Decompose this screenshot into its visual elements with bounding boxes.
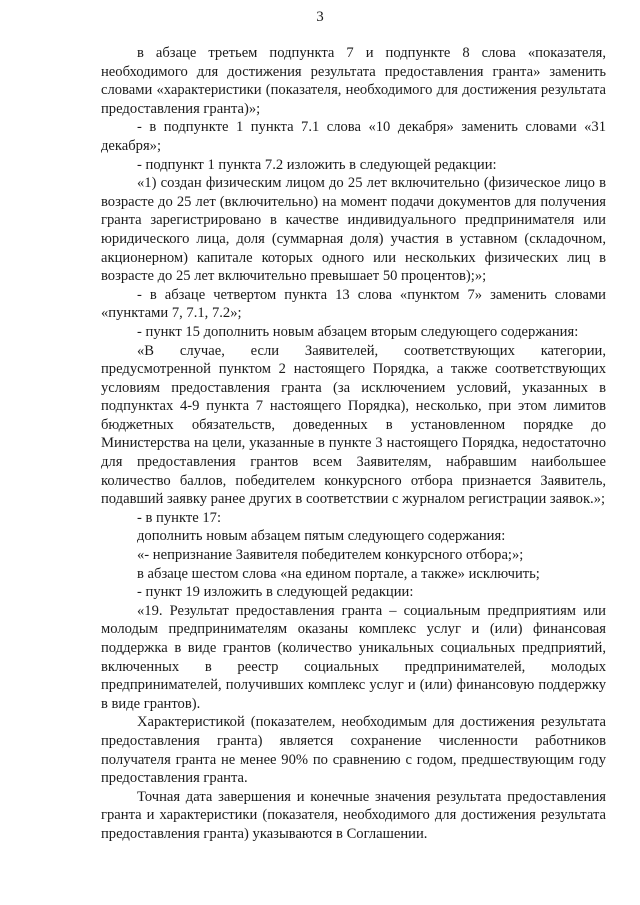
page-number: 3 <box>316 9 324 25</box>
paragraph-12: - пункт 19 изложить в следующей редакции: <box>137 584 414 601</box>
paragraph-2: - в подпункте 1 пункта 7.1 слова «10 декабря» заменить словами «31 декабря»; <box>101 119 606 154</box>
paragraph-11: в абзаце шестом слова «на едином портале, а также» исключить; <box>137 565 540 582</box>
paragraph-13: «19. Результат предоставления гранта – социальным предприятиям или молодым предпринимателям оказаны комплекс услуг и (или) финансовая поддержка в виде грантов (количество уникальных социальных предприятий, включенных в реестр социальных предпринимателей, молодых предпринимателей, получивших комплекс услуг и (или) финансовую поддержку в виде грантов). <box>101 602 606 712</box>
paragraph-9: дополнить новым абзацем пятым следующего содержания: <box>137 528 506 545</box>
paragraph-1: в абзаце третьем подпункта 7 и подпункте 8 слова «показателя, необходимого для достижения результата предоставления гранта» заменить словами «характеристики (показателя, необходимого для достижения результата предоставления гранта)»; <box>101 45 606 117</box>
document-body <box>101 44 606 844</box>
paragraph-7: «В случае, если Заявителей, соответствующих категории, предусмотренной пунктом 2 настоящего Порядка, а также соответствующих условиям предоставления гранта (за исключением условий, указанных в подпунктах 4-9 пункта 7 настоящего Порядка), несколько, при этом лимитов бюджетных обязательств, доведенных в установленном порядке до Министерства на цели, указанные в пункте 3 настоящего Порядка, недостаточно для предоставления грантов всем Заявителям, набравшим наибольшее количество баллов, победителем конкурсного отбора признается Заявитель, подавший заявку ранее других в соответствии с журналом регистрации заявок.»; <box>101 342 606 508</box>
paragraph-10: «- непризнание Заявителя победителем конкурсного отбора;»; <box>137 547 524 564</box>
paragraph-6: - пункт 15 дополнить новым абзацем вторым следующего содержания: <box>137 323 579 340</box>
paragraph-8: - в пункте 17: <box>137 509 222 526</box>
paragraph-4: «1) создан физическим лицом до 25 лет включительно (физическое лицо в возрасте до 25 лет (включительно) на момент подачи документов для получения гранта зарегистрировано в качестве индивидуального предпринимателя или юридического лица, доля (суммарная доля) участия в уставном (складочном, акционерном) капитале которых одного или нескольких физических лиц в возрасте до 25 лет включительно превышает 50 процентов);»; <box>101 175 606 285</box>
paragraph-14: Характеристикой (показателем, необходимым для достижения результата предоставления гранта) является сохранение численности работников получателя гранта не менее 90% по сравнению с годом, предшествующим году предоставления гранта. <box>101 714 606 787</box>
paragraph-5: - в абзаце четвертом пункта 13 слова «пунктом 7» заменить словами «пунктами 7, 7.1, 7.2»; <box>101 286 606 322</box>
paragraph-15: Точная дата завершения и конечные значения результата предоставления гранта и характеристики (показателя, необходимого для достижения результата предоставления гранта) указываются в Соглашении. <box>101 788 606 842</box>
paragraph-3: - подпункт 1 пункта 7.2 изложить в следующей редакции: <box>137 156 497 173</box>
